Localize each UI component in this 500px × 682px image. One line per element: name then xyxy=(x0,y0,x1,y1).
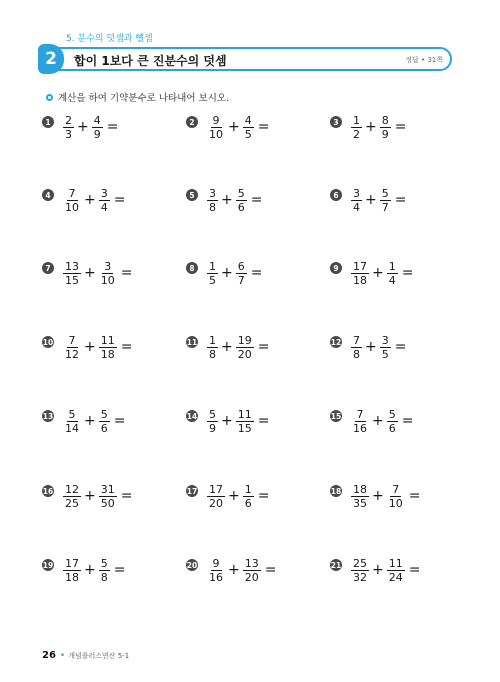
fraction xyxy=(62,557,82,584)
fraction xyxy=(379,334,392,361)
denominator: 8 xyxy=(209,200,216,214)
section-badge: 2 xyxy=(38,44,64,74)
numerator: 5 xyxy=(209,407,216,421)
problem-number: 9 xyxy=(330,262,342,274)
numerator: 7 xyxy=(68,333,76,347)
fraction xyxy=(62,408,82,435)
problem-number: 20 xyxy=(186,560,198,570)
plus-sign: + xyxy=(365,192,377,208)
fraction xyxy=(379,187,392,214)
equals-sign: = xyxy=(250,192,263,208)
denominator: 6 xyxy=(237,200,245,214)
problem-number: 13 xyxy=(42,411,54,421)
fraction xyxy=(386,483,406,510)
problem-item xyxy=(42,479,132,513)
fraction xyxy=(206,114,226,141)
instruction xyxy=(46,90,229,104)
denominator: 16 xyxy=(353,421,367,435)
fraction xyxy=(206,334,219,361)
plus-sign: + xyxy=(228,119,240,135)
denominator: 4 xyxy=(388,273,396,287)
numerator: 1 xyxy=(244,482,252,496)
problem-item xyxy=(186,479,269,513)
plus-sign: + xyxy=(372,413,384,429)
problem-number: 21 xyxy=(330,560,342,570)
footer-separator: • xyxy=(59,650,66,661)
numerator: 3 xyxy=(353,186,360,200)
equals-sign: = xyxy=(113,192,126,208)
numerator: 11 xyxy=(100,333,115,347)
denominator: 25 xyxy=(65,496,79,510)
numerator: 17 xyxy=(209,482,223,496)
denominator: 12 xyxy=(65,347,79,361)
denominator: 15 xyxy=(65,273,79,287)
problem-number: 11 xyxy=(186,337,198,347)
fraction xyxy=(206,260,219,287)
problem-number: 14 xyxy=(186,411,198,421)
fraction xyxy=(235,334,255,361)
numerator: 7 xyxy=(353,333,360,347)
fraction xyxy=(242,557,262,584)
fraction xyxy=(98,187,111,214)
denominator: 7 xyxy=(381,200,389,214)
denominator: 7 xyxy=(237,273,245,287)
plus-sign: + xyxy=(84,192,96,208)
page-title: 합이 1보다 큰 진분수의 덧셈 xyxy=(74,54,227,68)
problem-item xyxy=(330,404,413,438)
denominator: 6 xyxy=(100,421,108,435)
plus-sign: + xyxy=(372,265,384,281)
problem-item xyxy=(42,553,125,587)
problem-number: 7 xyxy=(42,262,54,274)
denominator: 9 xyxy=(381,127,389,141)
numerator: 1 xyxy=(209,333,216,347)
fraction xyxy=(91,114,104,141)
plus-sign: + xyxy=(84,339,96,355)
plus-sign: + xyxy=(372,488,384,504)
fraction xyxy=(350,114,363,141)
denominator: 8 xyxy=(209,347,216,361)
problem-number: 10 xyxy=(42,337,54,347)
fraction xyxy=(350,483,370,510)
numerator: 19 xyxy=(237,333,252,347)
footer xyxy=(42,650,129,661)
problem-number: 19 xyxy=(42,560,54,570)
fraction xyxy=(62,334,82,361)
problem-item xyxy=(330,553,420,587)
bullet-icon xyxy=(46,94,53,101)
problem-number: 2 xyxy=(186,116,198,128)
problem-item xyxy=(330,479,420,513)
numerator: 12 xyxy=(65,482,79,496)
numerator: 25 xyxy=(353,556,367,570)
fraction xyxy=(242,114,255,141)
equals-sign: = xyxy=(257,339,270,355)
problem-item xyxy=(330,330,406,364)
numerator: 1 xyxy=(353,113,360,127)
equals-sign: = xyxy=(113,562,126,578)
denominator: 2 xyxy=(353,127,360,141)
fraction xyxy=(386,557,406,584)
fraction xyxy=(386,260,399,287)
numerator: 3 xyxy=(100,186,108,200)
problem-item xyxy=(42,183,125,217)
plus-sign: + xyxy=(221,265,233,281)
equals-sign: = xyxy=(113,413,126,429)
fraction xyxy=(206,187,219,214)
fraction xyxy=(235,260,248,287)
problem-item xyxy=(186,183,262,217)
problem-number: 1 xyxy=(42,116,54,128)
numerator: 31 xyxy=(100,482,115,496)
numerator: 1 xyxy=(209,259,216,273)
denominator: 10 xyxy=(65,200,79,214)
numerator: 5 xyxy=(100,407,108,421)
fraction xyxy=(350,408,370,435)
equals-sign: = xyxy=(408,562,421,578)
problem-item xyxy=(330,256,413,290)
numerator: 5 xyxy=(237,186,245,200)
fraction xyxy=(98,408,111,435)
numerator: 5 xyxy=(68,407,76,421)
plus-sign: + xyxy=(84,265,96,281)
problem-number: 3 xyxy=(330,116,342,128)
denominator: 9 xyxy=(93,127,101,141)
plus-sign: + xyxy=(228,562,240,578)
problem-number: 18 xyxy=(330,486,342,496)
problem-item xyxy=(186,404,269,438)
denominator: 14 xyxy=(65,421,79,435)
equals-sign: = xyxy=(106,119,119,135)
equals-sign: = xyxy=(264,562,277,578)
numerator: 1 xyxy=(388,259,396,273)
denominator: 4 xyxy=(100,200,108,214)
fraction xyxy=(350,187,363,214)
numerator: 17 xyxy=(353,259,367,273)
denominator: 20 xyxy=(244,570,259,584)
equals-sign: = xyxy=(401,413,414,429)
equals-sign: = xyxy=(394,192,407,208)
fraction xyxy=(98,483,118,510)
denominator: 18 xyxy=(100,347,115,361)
equals-sign: = xyxy=(401,265,414,281)
numerator: 7 xyxy=(392,482,400,496)
problem-number: 12 xyxy=(330,337,342,347)
denominator: 5 xyxy=(209,273,216,287)
fraction xyxy=(379,114,392,141)
problem-number: 6 xyxy=(330,189,342,201)
problem-item xyxy=(330,183,406,217)
fraction xyxy=(98,334,118,361)
numerator: 9 xyxy=(212,556,220,570)
page-number: 26 xyxy=(42,650,56,661)
problem-item xyxy=(330,110,406,144)
numerator: 5 xyxy=(388,407,396,421)
plus-sign: + xyxy=(221,339,233,355)
fraction xyxy=(350,557,370,584)
equals-sign: = xyxy=(394,119,407,135)
fraction xyxy=(206,483,226,510)
numerator: 3 xyxy=(209,186,216,200)
denominator: 18 xyxy=(65,570,79,584)
equals-sign: = xyxy=(120,339,133,355)
problem-number: 16 xyxy=(42,486,54,496)
problem-number: 8 xyxy=(186,262,198,274)
problem-item xyxy=(42,256,132,290)
fraction xyxy=(242,483,255,510)
denominator: 32 xyxy=(353,570,367,584)
denominator: 9 xyxy=(209,421,216,435)
numerator: 9 xyxy=(212,113,220,127)
denominator: 10 xyxy=(388,496,403,510)
problem-number: 17 xyxy=(186,486,198,496)
plus-sign: + xyxy=(372,562,384,578)
numerator: 4 xyxy=(93,113,101,127)
equals-sign: = xyxy=(257,413,270,429)
numerator: 3 xyxy=(104,259,112,273)
equals-sign: = xyxy=(394,339,407,355)
numerator: 5 xyxy=(381,186,389,200)
plus-sign: + xyxy=(84,488,96,504)
numerator: 7 xyxy=(68,186,76,200)
denominator: 20 xyxy=(209,496,223,510)
denominator: 5 xyxy=(244,127,252,141)
numerator: 7 xyxy=(356,407,364,421)
plus-sign: + xyxy=(228,488,240,504)
denominator: 15 xyxy=(237,421,252,435)
instruction-text: 계산을 하여 기약분수로 나타내어 보시오. xyxy=(58,93,230,104)
fraction xyxy=(206,557,226,584)
fraction xyxy=(62,187,82,214)
denominator: 35 xyxy=(353,496,367,510)
denominator: 24 xyxy=(388,570,403,584)
fraction xyxy=(62,483,82,510)
numerator: 13 xyxy=(244,556,259,570)
denominator: 8 xyxy=(353,347,360,361)
problem-number: 4 xyxy=(42,189,54,201)
numerator: 5 xyxy=(100,556,108,570)
plus-sign: + xyxy=(84,562,96,578)
denominator: 18 xyxy=(353,273,367,287)
fraction xyxy=(386,408,399,435)
denominator: 4 xyxy=(353,200,360,214)
numerator: 8 xyxy=(381,113,389,127)
denominator: 10 xyxy=(209,127,223,141)
problem-number: 5 xyxy=(186,189,198,201)
denominator: 8 xyxy=(100,570,108,584)
equals-sign: = xyxy=(120,488,133,504)
denominator: 6 xyxy=(244,496,252,510)
plus-sign: + xyxy=(365,119,377,135)
plus-sign: + xyxy=(77,119,89,135)
problem-item xyxy=(42,404,125,438)
numerator: 4 xyxy=(244,113,252,127)
book-title: 개념플러스연산 5-1 xyxy=(68,651,130,660)
fraction xyxy=(62,114,75,141)
denominator: 6 xyxy=(388,421,396,435)
numerator: 18 xyxy=(353,482,367,496)
equals-sign: = xyxy=(120,265,133,281)
fraction xyxy=(350,260,370,287)
problem-item xyxy=(42,110,118,144)
denominator: 20 xyxy=(237,347,252,361)
denominator: 3 xyxy=(65,127,72,141)
denominator: 50 xyxy=(100,496,115,510)
equals-sign: = xyxy=(250,265,263,281)
fraction xyxy=(350,334,363,361)
plus-sign: + xyxy=(84,413,96,429)
numerator: 2 xyxy=(65,113,72,127)
fraction xyxy=(235,408,255,435)
fraction xyxy=(62,260,82,287)
problem-item xyxy=(186,256,262,290)
denominator: 16 xyxy=(209,570,223,584)
problem-item xyxy=(186,553,276,587)
problem-number: 15 xyxy=(330,411,342,421)
equals-sign: = xyxy=(257,119,270,135)
answer-reference: 정답 • 31쪽 xyxy=(405,56,443,64)
problem-item xyxy=(186,330,269,364)
plus-sign: + xyxy=(221,413,233,429)
numerator: 11 xyxy=(388,556,403,570)
numerator: 6 xyxy=(237,259,245,273)
numerator: 17 xyxy=(65,556,79,570)
fraction xyxy=(98,557,111,584)
numerator: 11 xyxy=(237,407,252,421)
equals-sign: = xyxy=(408,488,421,504)
numerator: 3 xyxy=(381,333,389,347)
equals-sign: = xyxy=(257,488,270,504)
denominator: 5 xyxy=(381,347,389,361)
plus-sign: + xyxy=(221,192,233,208)
chapter-label: 5. 분수의 덧셈과 뺄셈 xyxy=(66,34,153,44)
problem-item xyxy=(42,330,132,364)
numerator: 13 xyxy=(65,259,79,273)
problem-item xyxy=(186,110,269,144)
fraction xyxy=(206,408,219,435)
fraction xyxy=(98,260,118,287)
plus-sign: + xyxy=(365,339,377,355)
denominator: 10 xyxy=(100,273,115,287)
fraction xyxy=(235,187,248,214)
